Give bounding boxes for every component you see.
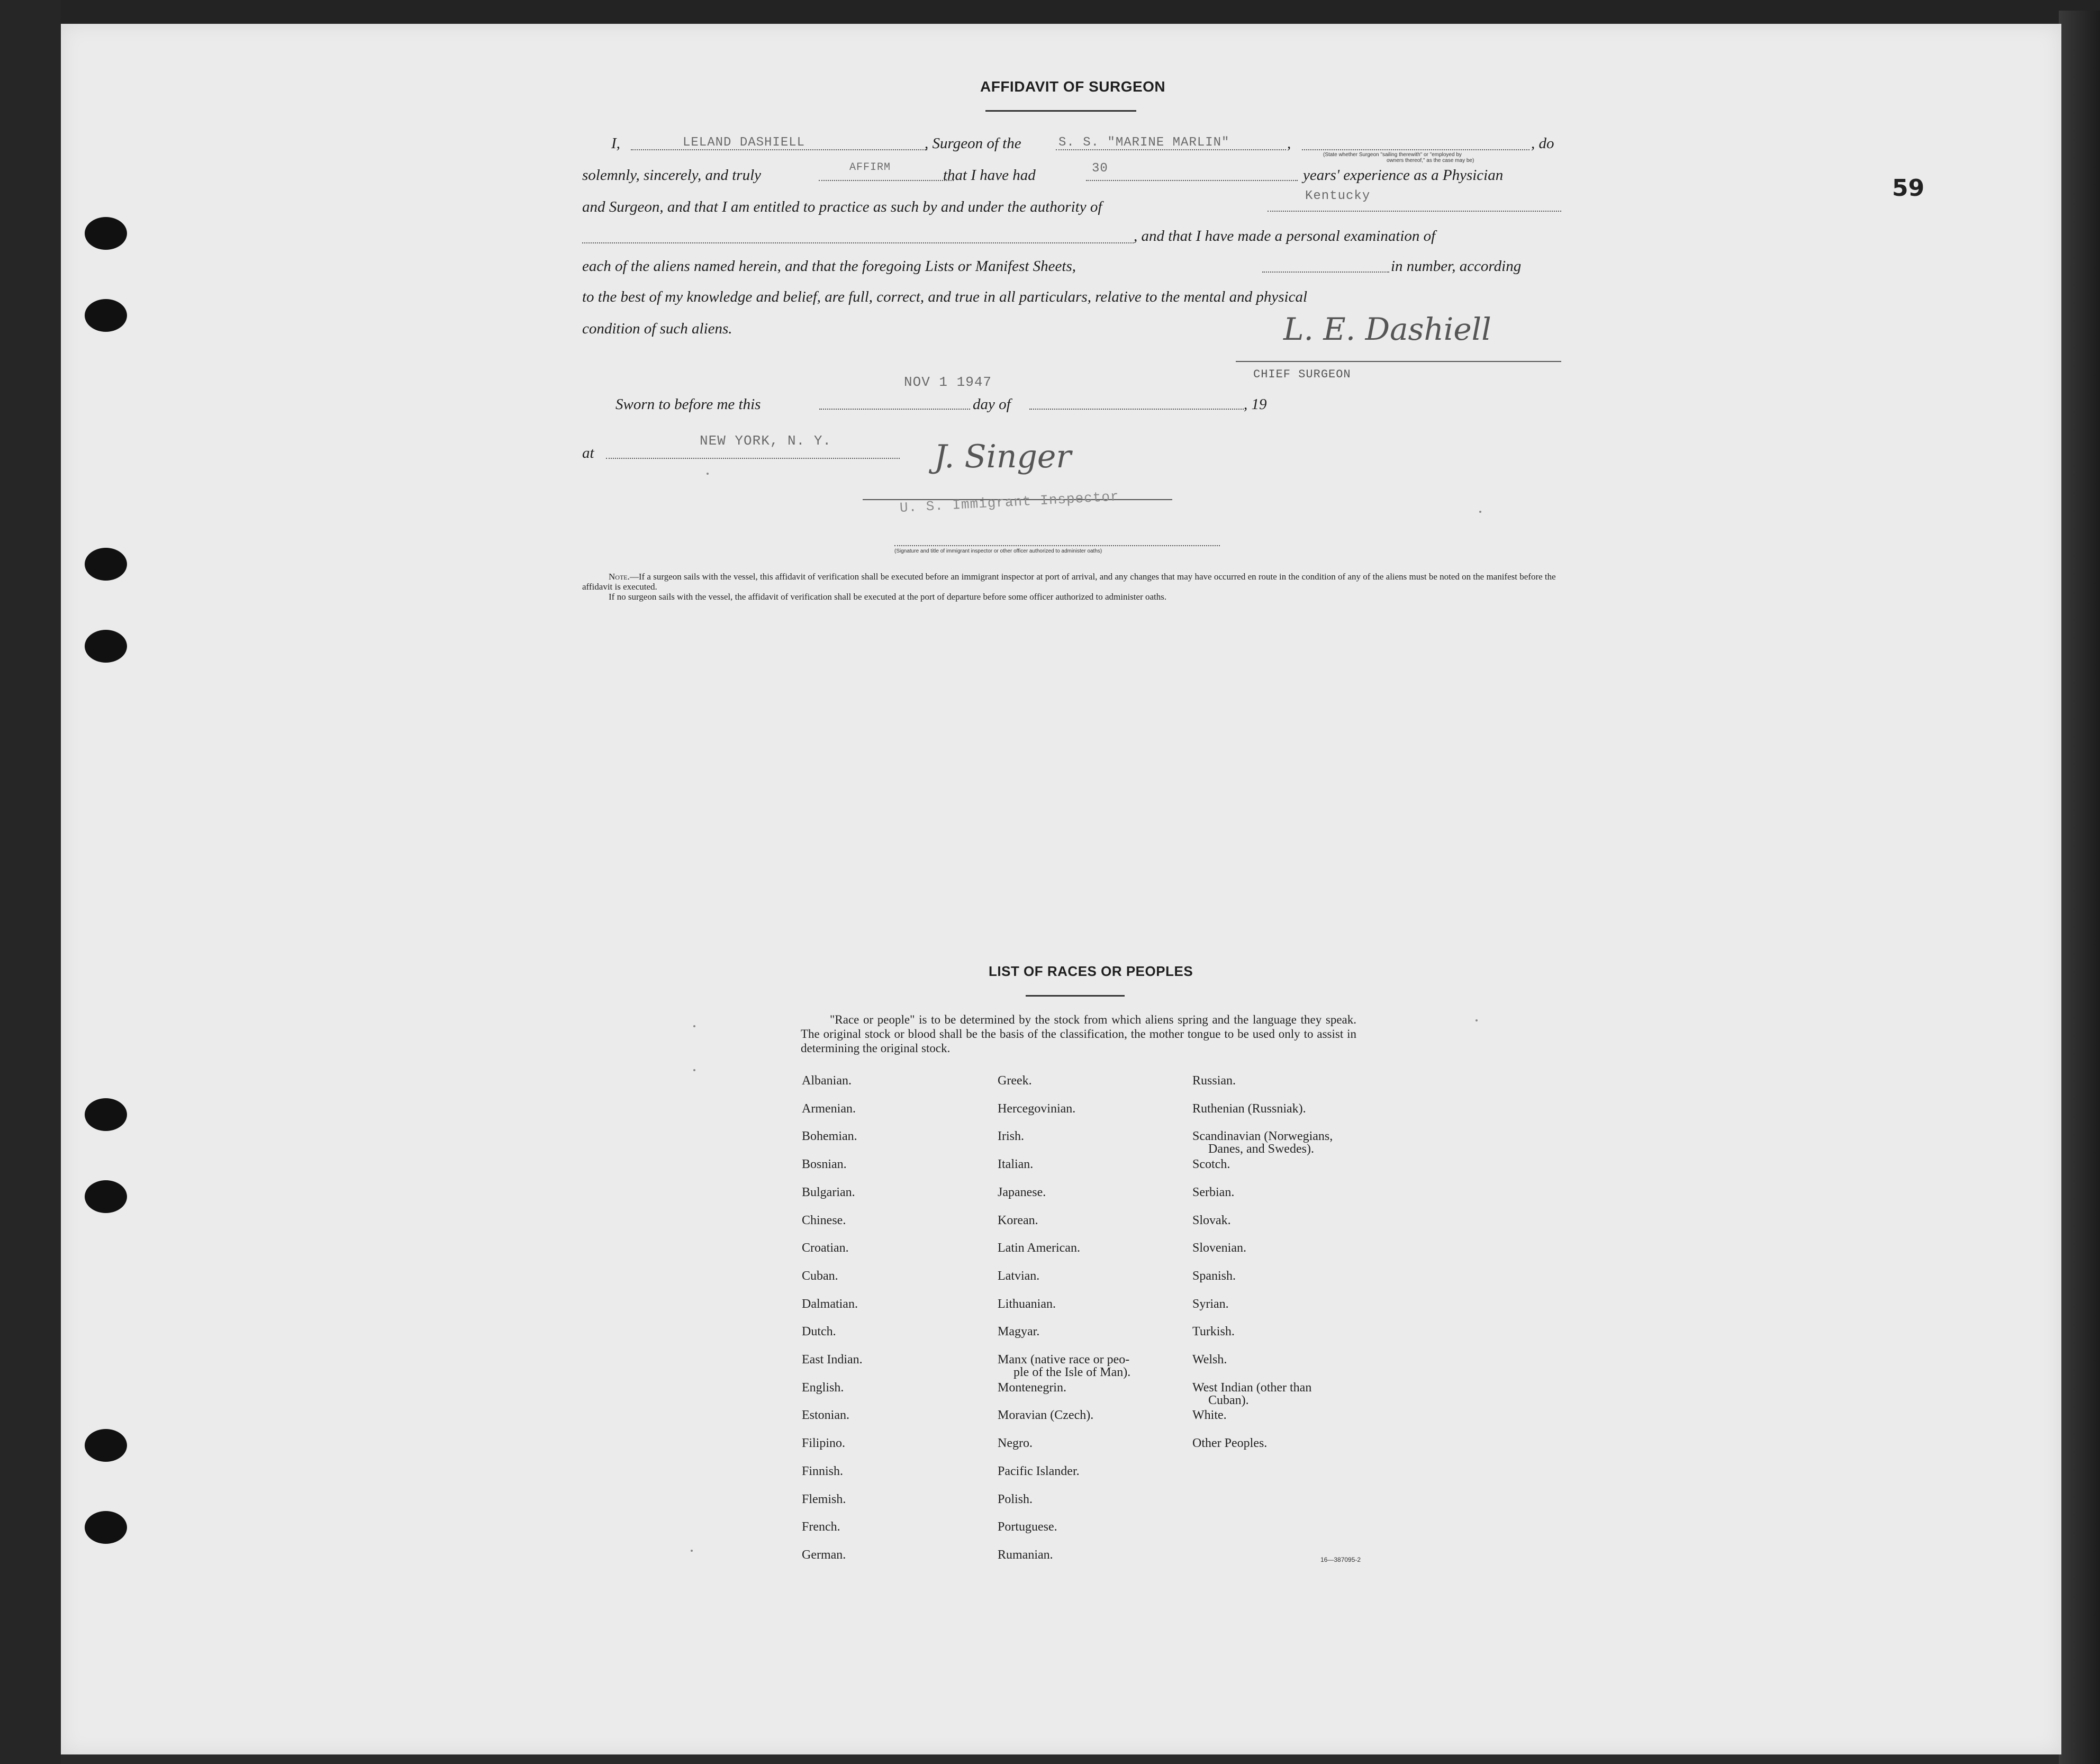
race-item: Greek. (998, 1074, 1032, 1088)
race-item: Croatian. (802, 1241, 849, 1255)
race-item: Negro. (998, 1436, 1033, 1451)
scan-speck (693, 1069, 695, 1071)
scan-speck (693, 1025, 695, 1027)
affirm-blank (819, 180, 954, 181)
note-para-1: —If a surgeon sails with the vessel, this affidavit of verification shall be executed before an immigrant inspector at port of arrival, and any changes that may have occurred en route in the condition of any of the aliens must be noted on the manifest before the affidavit is executed. (582, 572, 1556, 592)
punch-hole (85, 1180, 127, 1213)
surgeon-signature-line (1236, 361, 1561, 362)
race-item: French. (802, 1520, 840, 1534)
race-item: Pacific Islander. (998, 1464, 1080, 1478)
text-surgeon-of: , Surgeon of the (925, 135, 1021, 152)
document-page (61, 24, 2061, 1754)
sheets-count-blank (1262, 272, 1389, 273)
punch-hole (85, 548, 127, 581)
race-item: Italian. (998, 1157, 1034, 1172)
vessel-name: S. S. "MARINE MARLIN" (1058, 135, 1230, 150)
race-item: Cuban. (802, 1269, 838, 1283)
race-item: Ruthenian (Russniak). (1192, 1101, 1306, 1116)
authority-value: Kentucky (1305, 189, 1371, 203)
punch-hole (85, 299, 127, 332)
race-item: Japanese. (998, 1185, 1046, 1199)
inspector-caption: (Signature and title of immigrant inspector or other officer authorized to administer oaths) (894, 548, 1102, 554)
race-item: Irish. (998, 1129, 1024, 1144)
punch-hole (85, 1098, 127, 1131)
years-blank (1086, 180, 1298, 181)
scan-speck (691, 1550, 693, 1552)
race-item: Armenian. (802, 1101, 856, 1116)
sworn-date: NOV 1 1947 (904, 374, 992, 390)
text-solemnly: solemnly, sincerely, and truly (582, 167, 762, 184)
note-para-2: If no surgeon sails with the vessel, the affidavit of verification shall be executed at the port of departure before some officer authorized to administer oaths. (609, 592, 1167, 602)
form-number: 16—387095-2 (1320, 1556, 1361, 1563)
race-item: Dalmatian. (802, 1297, 858, 1311)
race-item: East Indian. (802, 1353, 863, 1367)
inspector-signature-line (894, 545, 1220, 546)
text-comma: , (1287, 135, 1291, 152)
race-item: German. (802, 1548, 846, 1562)
races-title: LIST OF RACES OR PEOPLES (989, 963, 1193, 979)
race-item: Manx (native race or peo- ple of the Isle of Man). (998, 1353, 1131, 1379)
text-each-of-the-aliens: each of the aliens named herein, and that the foregoing Lists or Manifest Sheets, (582, 258, 1076, 275)
race-item: Scandinavian (Norwegians, Danes, and Swedes). (1192, 1129, 1333, 1156)
inspector-signature: J. Singer (934, 438, 1072, 475)
text-sworn: Sworn to before me this (615, 396, 761, 413)
surgeon-title: CHIEF SURGEON (1253, 368, 1351, 381)
race-item: Slovenian. (1192, 1241, 1246, 1255)
race-item: Estonian. (802, 1408, 849, 1423)
race-item: West Indian (other than Cuban). (1192, 1380, 1312, 1407)
title-rule (985, 110, 1136, 112)
race-item: Magyar. (998, 1325, 1040, 1339)
race-item: Portuguese. (998, 1520, 1057, 1534)
authority-blank (1268, 211, 1561, 212)
sheet-number: 59 (1892, 175, 1925, 202)
sworn-month-blank (1029, 409, 1244, 410)
text-personal-examination: , and that I have made a personal examination of (1134, 228, 1436, 245)
place-value: NEW YORK, N. Y. (700, 433, 832, 449)
race-item: Chinese. (802, 1213, 846, 1227)
note-lead: Note. (609, 572, 630, 582)
race-item: Spanish. (1192, 1269, 1236, 1283)
text-i: I, (611, 135, 620, 152)
race-item: Albanian. (802, 1074, 852, 1088)
race-item: Finnish. (802, 1464, 844, 1478)
race-item: Moravian (Czech). (998, 1408, 1094, 1423)
race-item: Korean. (998, 1213, 1038, 1227)
text-at: at (582, 445, 594, 462)
text-do: , do (1531, 135, 1554, 152)
surgeon-name: LELAND DASHIELL (683, 135, 805, 150)
text-condition: condition of such aliens. (582, 320, 732, 337)
punch-hole (85, 1511, 127, 1544)
scan-border-top (0, 0, 2100, 24)
race-item: Other Peoples. (1192, 1436, 1268, 1451)
affidavit-note (582, 572, 1567, 602)
punch-hole (85, 630, 127, 663)
scan-speck (1476, 1019, 1478, 1021)
surgeon-signature: L. E. Dashiell (1283, 311, 1491, 347)
scan-border-right (2059, 11, 2100, 1764)
race-item: Scotch. (1192, 1157, 1230, 1172)
status-note: (State whether Surgeon "sailing therewith" or "employed by owners thereof," as the case may be) (1323, 152, 1474, 164)
race-item: Latvian. (998, 1269, 1040, 1283)
races-intro: "Race or people" is to be determined by the stock from which aliens spring and the language they speak. The original stock or blood shall be the basis of the classification, the mother tongue to be used only to assist in determining the original stock. (801, 1013, 1356, 1055)
race-item: English. (802, 1380, 844, 1395)
race-item: Rumanian. (998, 1548, 1053, 1562)
race-item: Polish. (998, 1492, 1033, 1506)
race-item: Filipino. (802, 1436, 846, 1451)
race-item: Dutch. (802, 1325, 836, 1339)
status-blank (1302, 149, 1529, 150)
race-item: Montenegrin. (998, 1380, 1066, 1395)
race-item: White. (1192, 1408, 1227, 1423)
race-item: Latin American. (998, 1241, 1080, 1255)
text-authority: and Surgeon, and that I am entitled to practice as such by and under the authority of (582, 198, 1102, 215)
years-value: 30 (1092, 161, 1108, 176)
text-19: , 19 (1244, 396, 1267, 413)
text-that-i-have-had: that I have had (943, 167, 1036, 184)
race-item: Bohemian. (802, 1129, 857, 1144)
race-item: Bosnian. (802, 1157, 847, 1172)
race-item: Bulgarian. (802, 1185, 855, 1199)
place-blank (606, 458, 900, 459)
scan-border-left (0, 0, 61, 1764)
inspector-title: U. S. Immigrant Inspector (899, 489, 1120, 516)
text-day-of: day of (973, 396, 1011, 413)
race-item: Russian. (1192, 1074, 1236, 1088)
authority-blank-2 (582, 242, 1134, 243)
race-item: Slovak. (1192, 1213, 1231, 1227)
punch-hole (85, 1429, 127, 1462)
race-item: Serbian. (1192, 1185, 1235, 1199)
races-title-rule (1026, 995, 1125, 997)
scan-speck (1479, 511, 1481, 513)
race-item: Flemish. (802, 1492, 846, 1506)
race-item: Turkish. (1192, 1325, 1235, 1339)
sworn-day-blank (819, 409, 970, 410)
race-item: Syrian. (1192, 1297, 1229, 1311)
affidavit-title: AFFIDAVIT OF SURGEON (980, 78, 1166, 95)
text-years-experience: years' experience as a Physician (1303, 167, 1504, 184)
scan-speck (707, 473, 709, 475)
punch-hole (85, 217, 127, 250)
text-in-number: in number, according (1391, 258, 1522, 275)
race-item: Hercegovinian. (998, 1101, 1076, 1116)
affirmation-value: AFFIRM (849, 161, 891, 174)
race-item: Welsh. (1192, 1353, 1227, 1367)
race-item: Lithuanian. (998, 1297, 1056, 1311)
text-best-of-knowledge: to the best of my knowledge and belief, are full, correct, and true in all particulars, relative to the mental and physical (582, 288, 1308, 305)
